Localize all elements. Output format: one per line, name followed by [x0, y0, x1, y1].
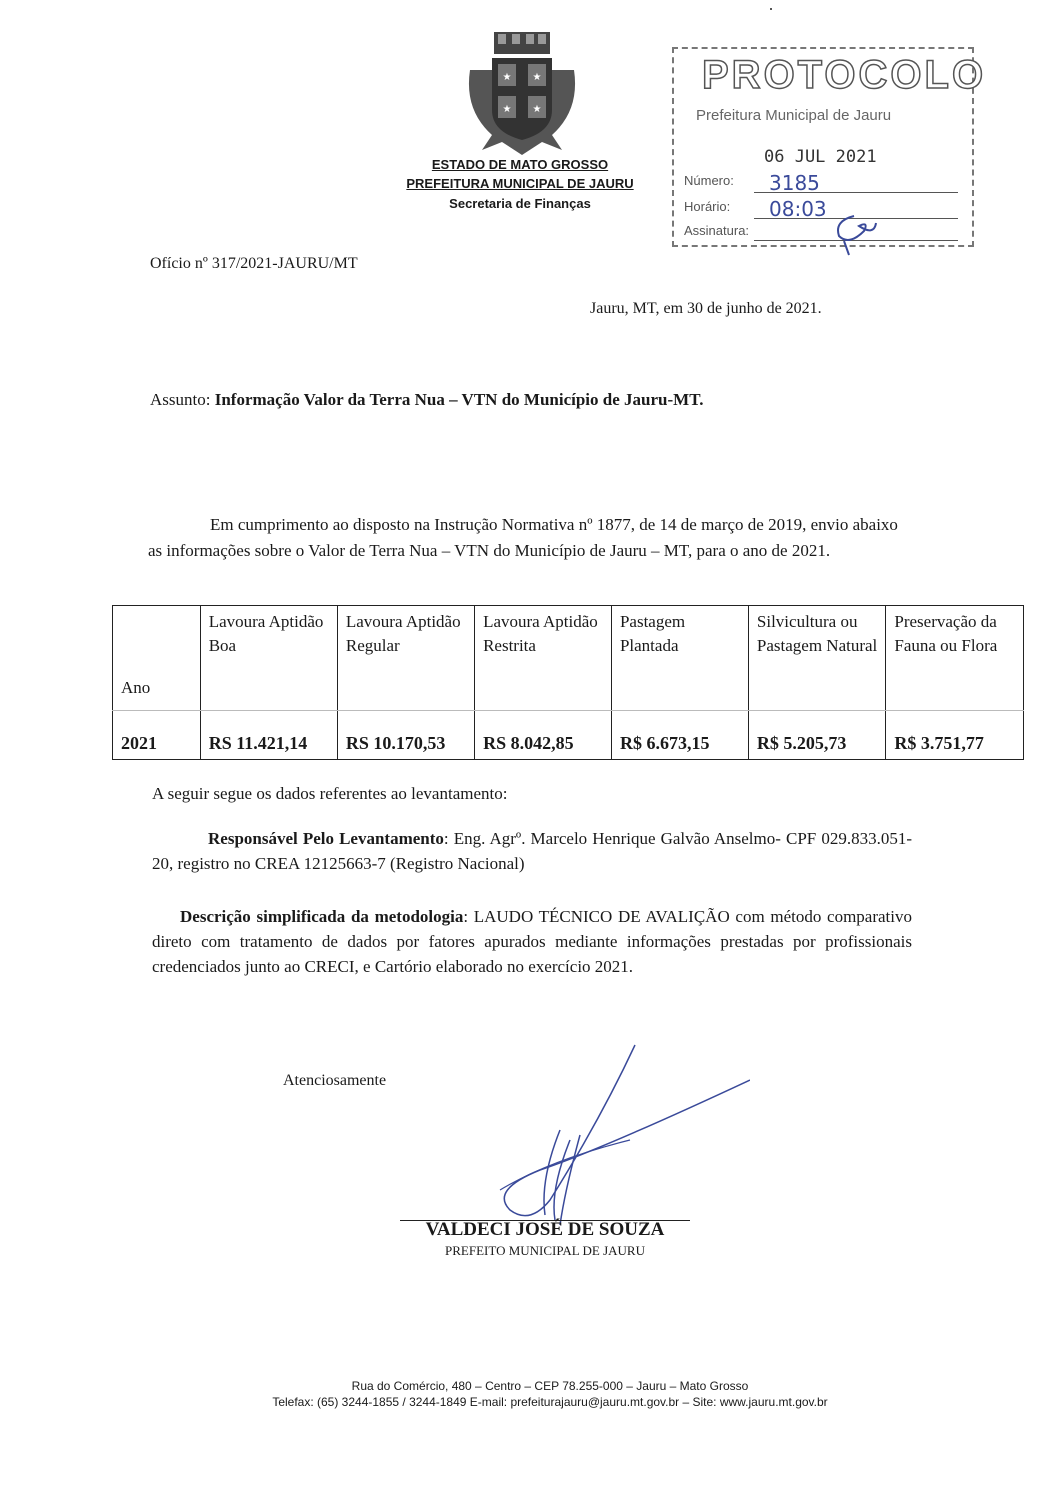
- metodologia-label: Descrição simplificada da metodologia: [180, 907, 464, 926]
- scan-speck: [770, 8, 772, 10]
- stamp-signature-icon: [824, 211, 884, 256]
- table-header-cell: Lavoura Aptidão Boa: [200, 606, 337, 711]
- stamp-numero: [684, 173, 964, 195]
- table-cell: R$ 5.205,73: [748, 711, 885, 760]
- table-cell: R$ 3.751,77: [886, 711, 1024, 760]
- stamp-numero-value: 3185: [769, 171, 820, 195]
- header-prefeitura: PREFEITURA MUNICIPAL DE JAURU: [406, 176, 634, 191]
- table-row: [113, 711, 1024, 760]
- signatory-role: PREFEITO MUNICIPAL DE JAURU: [445, 1243, 645, 1258]
- svg-text:★: ★: [502, 72, 512, 83]
- svg-text:★: ★: [532, 72, 542, 83]
- survey-responsavel: [152, 826, 912, 876]
- signature-icon: [430, 1040, 750, 1230]
- table-cell: RS 10.170,53: [337, 711, 474, 760]
- table-header-cell: Lavoura Aptidão Regular: [337, 606, 474, 711]
- protocol-stamp: [672, 47, 987, 247]
- stamp-subtitle: Prefeitura Municipal de Jauru: [696, 107, 892, 124]
- survey-metodologia: [152, 904, 912, 979]
- table-cell-year: 2021: [113, 711, 201, 760]
- table-cell: RS 8.042,85: [475, 711, 612, 760]
- stamp-numero-label: Número:: [684, 173, 734, 188]
- stamp-title: PROTOCOLO: [702, 53, 987, 97]
- table-cell: R$ 6.673,15: [611, 711, 748, 760]
- table-header-cell: Preservação da Fauna ou Flora: [886, 606, 1024, 711]
- table-header-cell: Pastagem Plantada: [611, 606, 748, 711]
- footer-contact: Telefax: (65) 3244-1855 / 3244-1849 E-mail: prefeiturajauru@jauru.mt.gov.br – Site: www.jauru.mt.gov.br: [272, 1395, 828, 1409]
- vtn-table: [112, 605, 1024, 760]
- table-header-cell: Lavoura Aptidão Restrita: [475, 606, 612, 711]
- stamp-date: 06 JUL 2021: [764, 147, 877, 167]
- closing-salutation: Atenciosamente: [283, 1072, 387, 1089]
- subject-label: Assunto:: [150, 390, 215, 409]
- subject-line: [150, 390, 704, 410]
- stamp-horario-label: Horário:: [684, 199, 731, 214]
- oficio-number: Ofício nº 317/2021-JAURU/MT: [150, 255, 358, 272]
- responsavel-label: Responsável Pelo Levantamento: [208, 829, 444, 848]
- responsavel-text: : Eng. Agrº. Marcelo Henrique Galvão Anselmo- CPF 029.833.051-20, registro no CREA 12125663-7 (Registro Nacional): [152, 829, 912, 873]
- footer-address: Rua do Comércio, 480 – Centro – CEP 78.255-000 – Jauru – Mato Grosso: [351, 1379, 749, 1393]
- table-header-row: [113, 606, 1024, 711]
- table-cell: RS 11.421,14: [200, 711, 337, 760]
- letter-date: Jauru, MT, em 30 de junho de 2021.: [590, 300, 822, 317]
- intro-paragraph: Em cumprimento ao disposto na Instrução Normativa nº 1877, de 14 de março de 2019, envio abaixo as informações sobre o Valor de Terra Nua – VTN do Município de Jauru – MT, para o ano de 2021.: [148, 515, 898, 560]
- survey-intro: A seguir segue os dados referentes ao levantamento:: [152, 784, 508, 803]
- svg-text:★: ★: [502, 104, 512, 115]
- stamp-horario-value: 08:03: [769, 197, 827, 221]
- signatory-name: VALDECI JOSÉ DE SOUZA: [425, 1219, 665, 1240]
- header-secretaria: Secretaria de Finanças: [449, 196, 591, 211]
- subject-text: Informação Valor da Terra Nua – VTN do Município de Jauru-MT.: [214, 390, 704, 409]
- stamp-assinatura-label: Assinatura:: [684, 223, 750, 238]
- svg-text:★: ★: [532, 104, 542, 115]
- metodologia-text: : LAUDO TÉCNICO DE AVALIÇÃO com método comparativo direto com tratamento de dados por fatores apurados mediante informações prestadas por profissionais credenciados junto ao CRECI, e Cartório elaborado no exercício 2021.: [152, 907, 912, 976]
- coat-of-arms-icon: [462, 30, 582, 160]
- table-header-cell: Silvicultura ou Pastagem Natural: [748, 606, 885, 711]
- header-state: ESTADO DE MATO GROSSO: [431, 157, 609, 172]
- table-header-cell: Ano: [113, 606, 201, 711]
- stamp-assinatura: [684, 223, 964, 243]
